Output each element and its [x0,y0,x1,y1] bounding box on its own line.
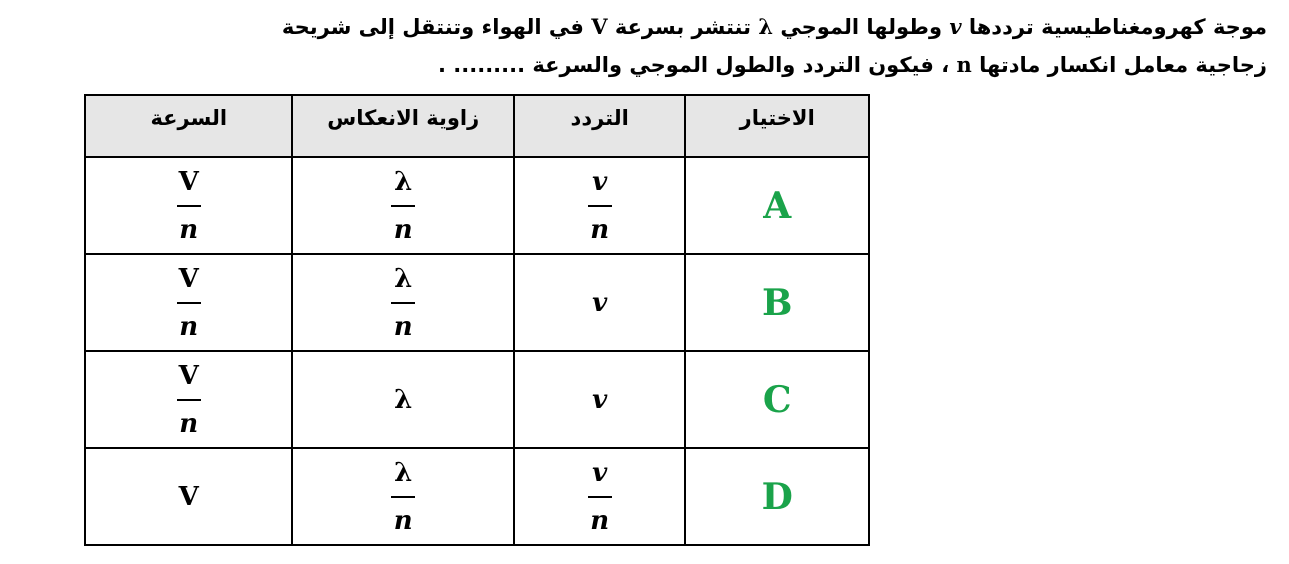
fraction-bar [391,496,415,498]
speed-fraction [177,358,201,442]
fraction-denominator: n [179,311,199,342]
table-row [85,351,869,448]
question-line2-part1: زجاجية معامل انكسار مادتها [979,53,1267,77]
fraction-denominator: n [590,214,610,245]
fraction-numerator: V [178,360,199,391]
header-choice: الاختيار [685,95,869,157]
speed-cell [85,448,292,545]
speed-fraction [177,261,201,345]
fraction-numerator: V [178,263,199,294]
angle-cell [292,157,513,254]
choice-cell[interactable] [685,448,869,545]
frequency-cell [514,351,686,448]
fraction-bar [391,302,415,304]
angle-cell [292,351,513,448]
fraction-bar [391,205,415,207]
frequency-symbol: v [949,14,962,39]
header-speed: السرعة [85,95,292,157]
question-line1-part3: تنتشر بسرعة [614,15,751,39]
fraction-bar [588,496,612,498]
frequency-fraction [588,164,612,248]
question-text [87,8,1267,84]
fraction-denominator: n [179,408,199,439]
question-line-1 [87,8,1267,46]
fraction-denominator: n [393,311,413,342]
refractive-index-symbol: n [956,52,972,77]
angle-fraction [391,261,415,345]
fraction-bar [588,205,612,207]
header-angle: زاوية الانعكاس [292,95,513,157]
fraction-denominator: n [179,214,199,245]
speed-cell [85,351,292,448]
choice-letter: D [761,475,793,518]
fraction-numerator: λ [394,166,413,197]
fraction-numerator: v [592,457,608,488]
speed-cell [85,157,292,254]
question-line2-part2: ، فيكون التردد والطول الموجي والسرعة ......... . [438,53,950,77]
frequency-cell [514,448,686,545]
fraction-numerator: λ [394,457,413,488]
question-line1-part2: وطولها الموجي [780,15,943,39]
speed-symbol: V [591,14,608,39]
question-line-2 [87,46,1267,84]
speed-cell [85,254,292,351]
frequency-cell [514,254,686,351]
fraction-numerator: λ [394,263,413,294]
speed-fraction [177,164,201,248]
choice-letter: A [763,184,792,227]
header-frequency: التردد [514,95,686,157]
choice-cell[interactable] [685,254,869,351]
question-line1-part1: موجة كهرومغناطيسية ترددها [968,15,1267,39]
angle-cell [292,448,513,545]
answer-table [84,94,870,546]
fraction-denominator: n [590,505,610,536]
frequency-value: v [592,384,608,415]
table-row [85,448,869,545]
fraction-bar [177,205,201,207]
choice-letter: B [762,281,793,324]
fraction-numerator: V [178,166,199,197]
choice-letter: C [762,378,792,421]
table-row [85,254,869,351]
fraction-bar [177,399,201,401]
angle-value: λ [394,384,413,415]
angle-fraction [391,455,415,539]
angle-fraction [391,164,415,248]
fraction-bar [177,302,201,304]
fraction-denominator: n [393,505,413,536]
table-header-row [85,95,869,157]
choice-cell[interactable] [685,351,869,448]
question-line1-part4: في الهواء وتنتقل إلى شريحة [281,15,584,39]
angle-cell [292,254,513,351]
fraction-denominator: n [393,214,413,245]
frequency-value: v [592,287,608,318]
speed-value: V [178,481,199,512]
frequency-fraction [588,455,612,539]
frequency-cell [514,157,686,254]
table-row [85,157,869,254]
wavelength-symbol: λ [758,14,774,39]
fraction-numerator: v [592,166,608,197]
choice-cell[interactable] [685,157,869,254]
